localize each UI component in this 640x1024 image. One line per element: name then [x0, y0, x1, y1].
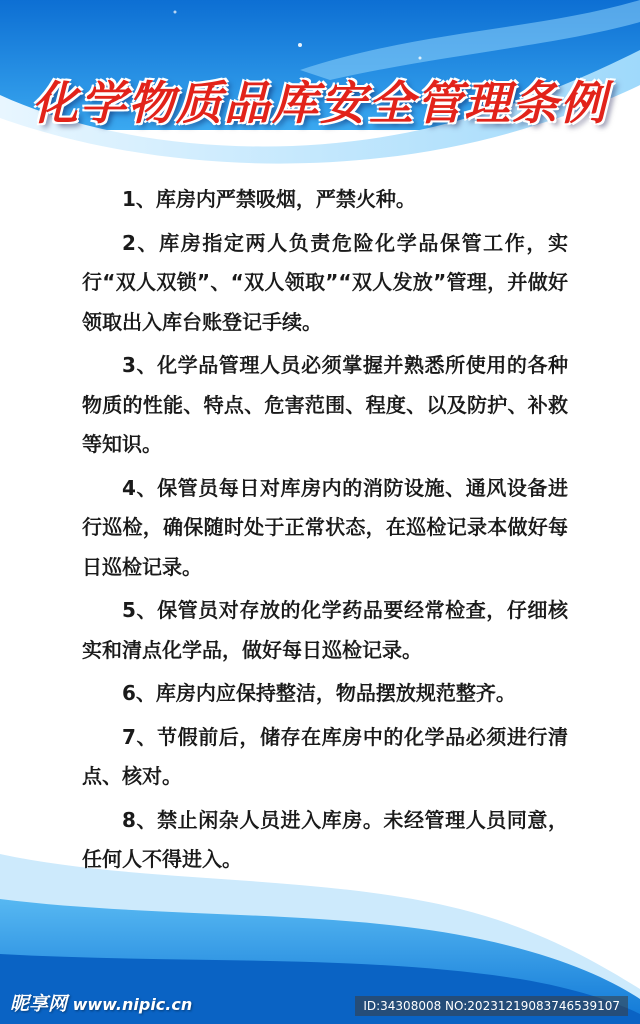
rule-item: 8、禁止闲杂人员进入库房。未经管理人员同意，任何人不得进入。	[82, 807, 568, 871]
rule-item: 1、库房内严禁吸烟，严禁火种。	[122, 187, 416, 211]
watermark-site	[10, 989, 192, 1016]
watermark-logo: 昵享网	[10, 993, 68, 1015]
rule-item: 5、保管员对存放的化学药品要经常检查，仔细核实和清点化学品，做好每日巡检记录。	[82, 598, 568, 662]
rule-item: 6、库房内应保持整洁，物品摆放规范整齐。	[122, 681, 516, 705]
rules-list	[82, 180, 568, 884]
rule-item: 2、库房指定两人负责危险化学品保管工作，实行“双人双锁”、“双人领取”“双人发放”管理，并做好领取出入库台账登记手续。	[82, 230, 568, 334]
rule-item: 4、保管员每日对库房内的消防设施、通风设备进行巡检，确保随时处于正常状态，在巡检记录本做好每日巡检记录。	[82, 475, 568, 579]
watermark-url: www.nipic.cn	[72, 995, 193, 1014]
rule-item: 3、化学品管理人员必须掌握并熟悉所使用的各种物质的性能、特点、危害范围、程度、以及防护、补救等知识。	[82, 353, 568, 456]
rule-item: 7、节假前后，储存在库房中的化学品必须进行清点、核对。	[82, 724, 568, 788]
watermark-id: ID:34308008 NO:20231219083746539107	[355, 996, 628, 1016]
page-title: 化学物质品库安全管理条例	[32, 76, 608, 130]
